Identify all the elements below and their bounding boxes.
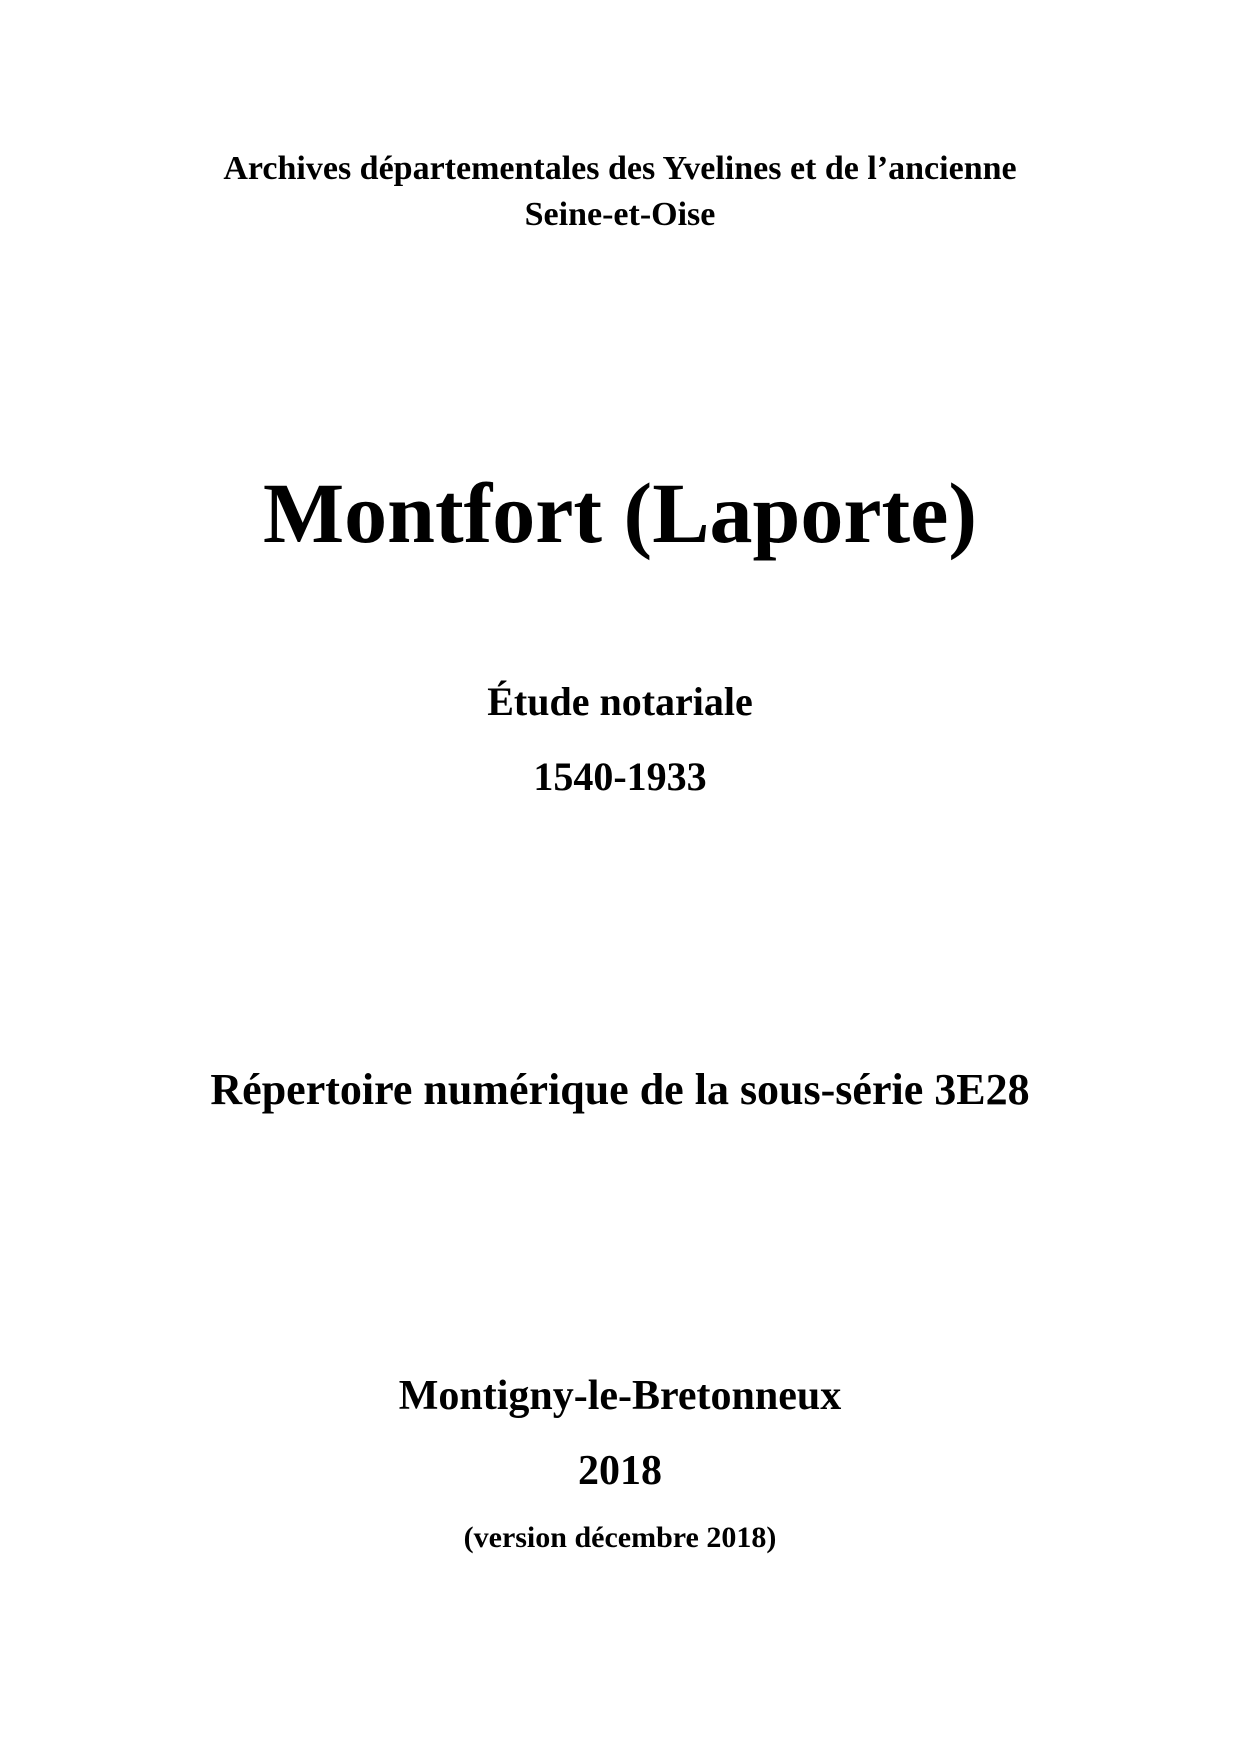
repertoire-heading: Répertoire numérique de la sous-série 3E28 [210, 1065, 1030, 1114]
publication-place: Montigny-le-Bretonneux [398, 1373, 842, 1419]
publication-year: 2018 [578, 1448, 662, 1494]
version-note: (version décembre 2018) [463, 1521, 777, 1554]
institution-line-2: Seine-et-Oise [524, 196, 716, 233]
document-title: Montfort (Laporte) [262, 465, 978, 561]
document-subtitle: Étude notariale [487, 679, 753, 724]
institution-line-1: Archives départementales des Yvelines et de l’ancienne [223, 150, 1017, 187]
date-range: 1540-1933 [533, 754, 707, 799]
